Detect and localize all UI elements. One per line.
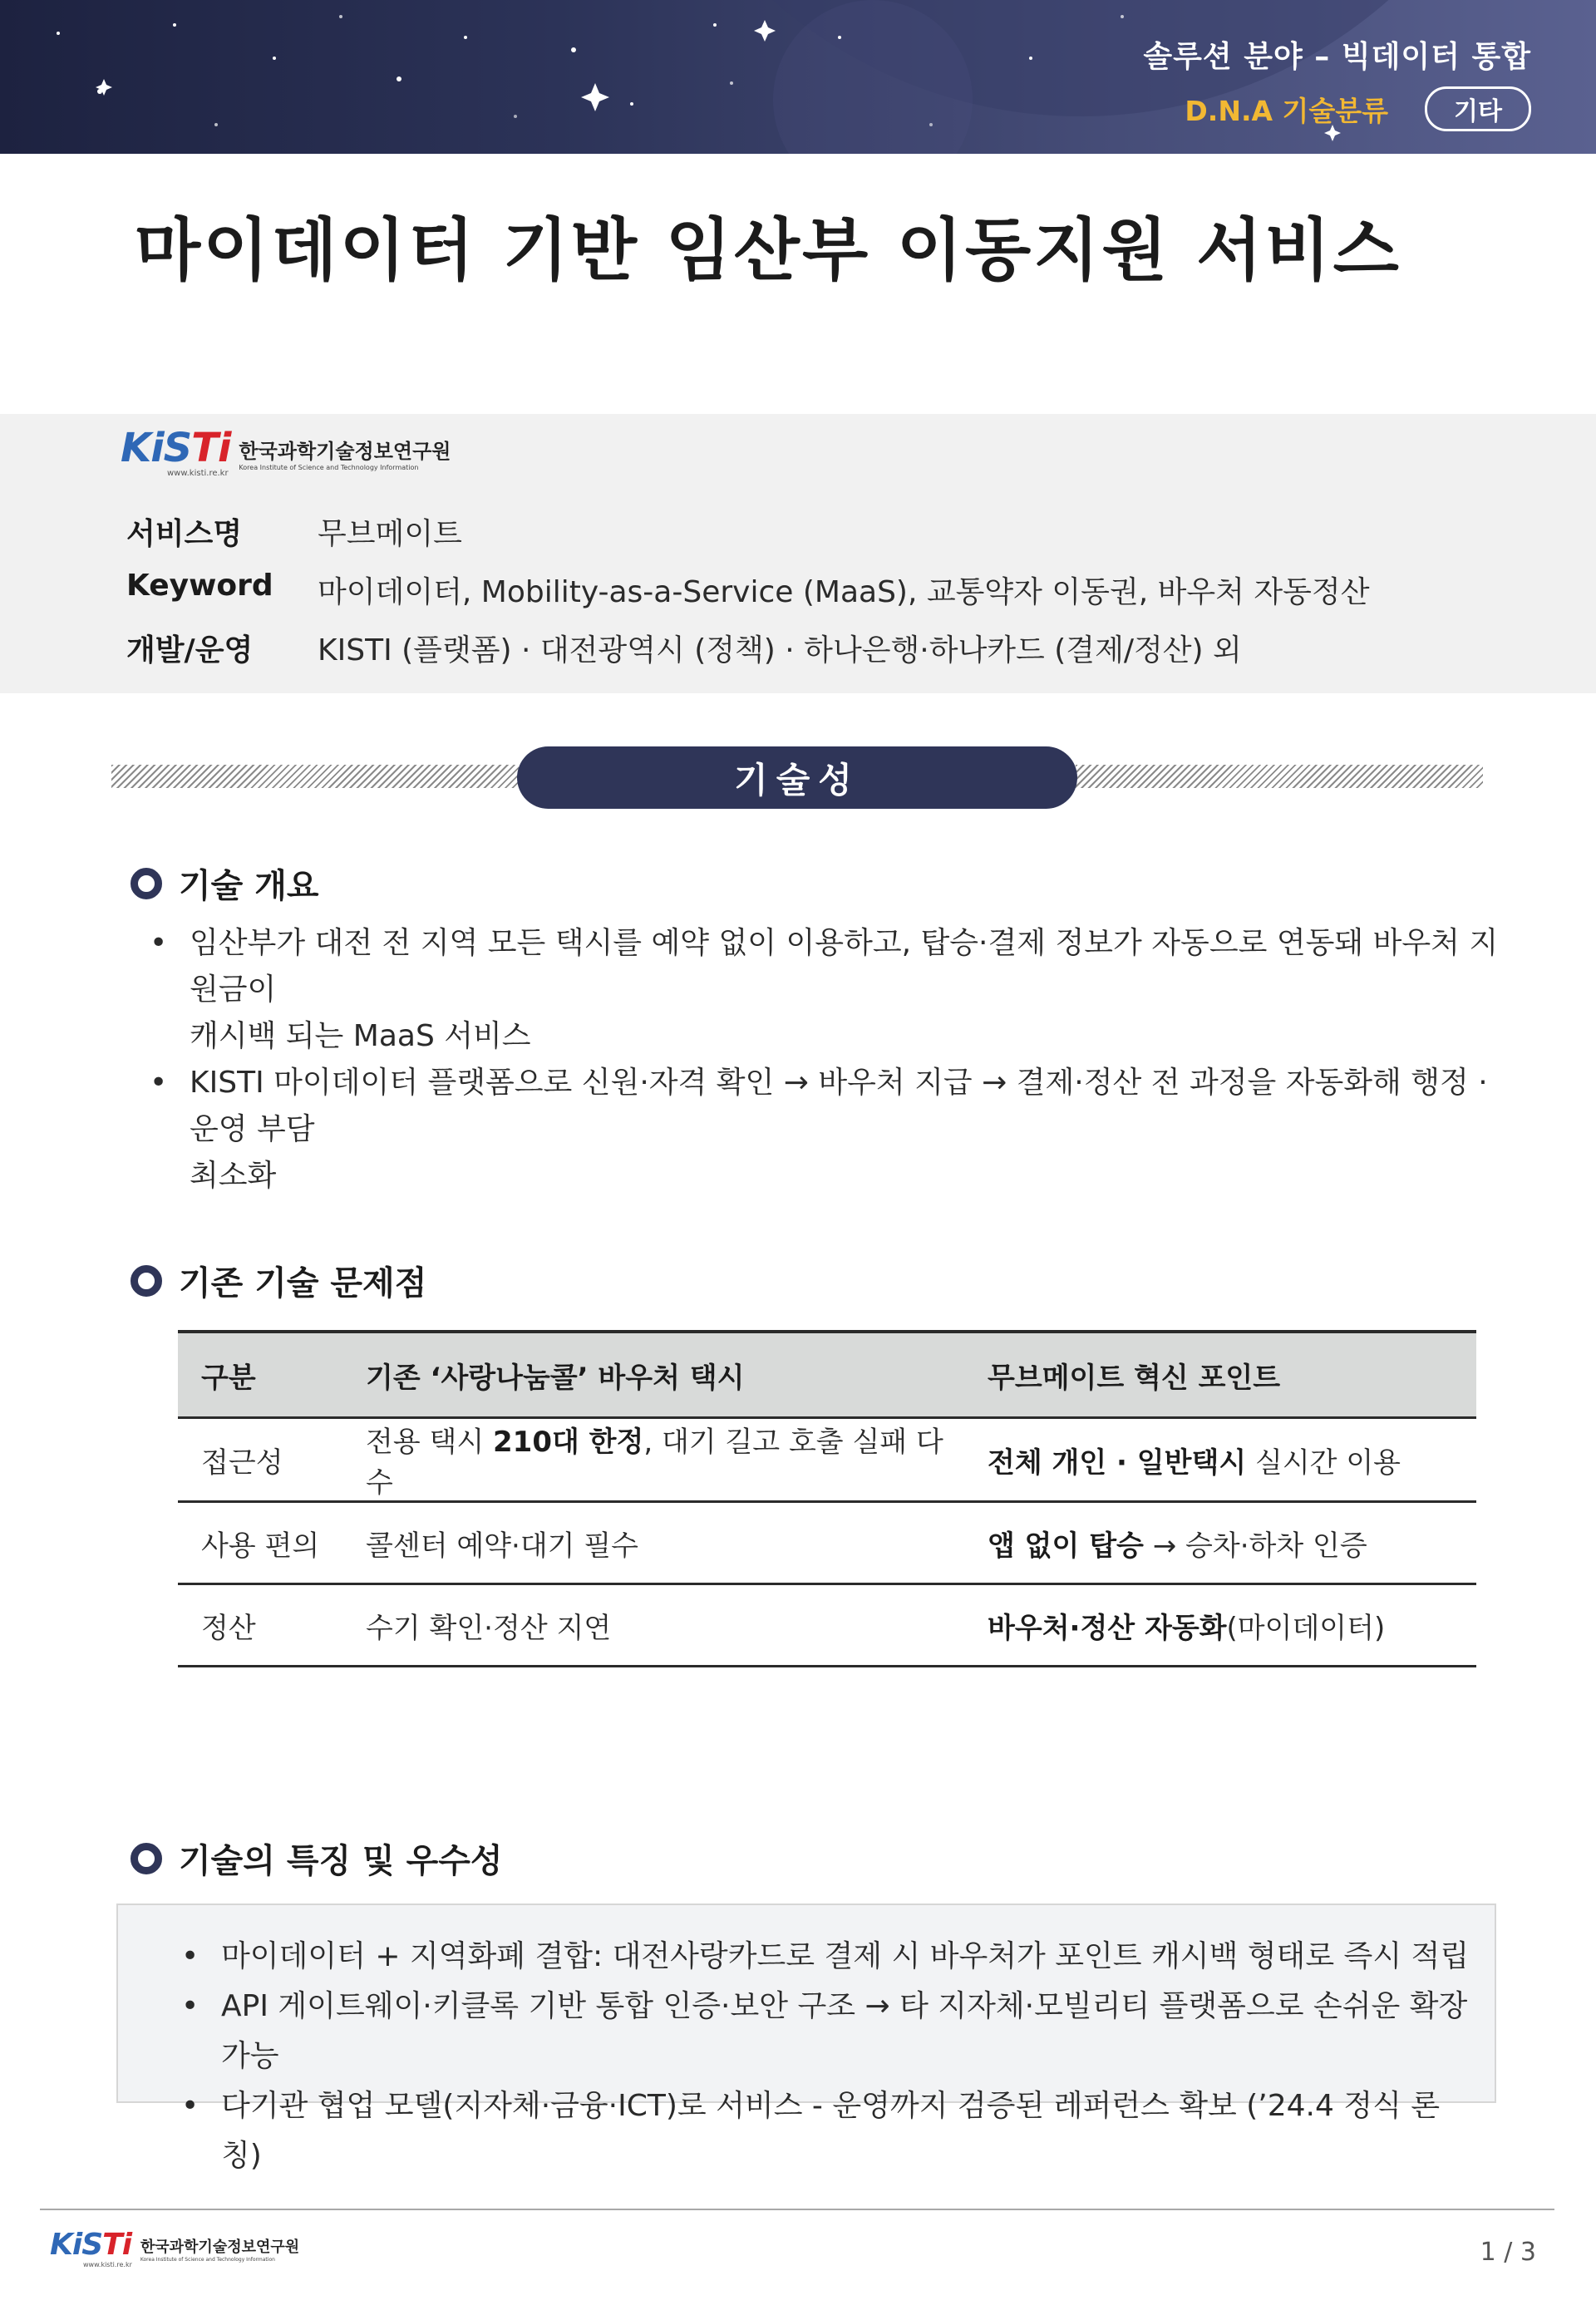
ring-bullet-icon [131,868,162,899]
bullet-dot-icon: • [150,926,168,960]
footer-kisti-logo [50,2229,299,2268]
kisti-logo-mark: KiSTi [121,425,231,471]
list-item: • 다기관 협업 모델(지자체·금융·ICT)로 서비스 - 운영까지 검증된 레퍼런스 확보 (’24.4 정식 론칭) [221,2081,1476,2181]
kisti-url: www.kisti.re.kr [167,469,229,478]
section-heading-problems [131,1257,426,1304]
bullet-dot-icon: • [181,1939,200,1973]
section-divider [111,746,1483,809]
info-value: 무브메이트 [318,517,462,551]
comparison-table [178,1330,1476,1667]
features-list [181,1932,1476,2181]
kisti-logo [121,427,451,478]
kisti-url: www.kisti.re.kr [83,2261,132,2268]
kisti-name-en: Korea Institute of Science and Technology Information [239,463,419,471]
list-item: • KISTI 마이데이터 플랫폼으로 신원·자격 확인 → 바우처 지급 → 결제·정산 전 과정을 자동화해 행정 · 운영 부담 최소화 [190,1060,1503,1199]
kisti-logo-mark: KiSTi [50,2228,132,2262]
hatch-decoration-right [1076,765,1483,788]
section-title: 기존 기술 문제점 [179,1264,427,1303]
cell-old: 콜센터 예약·대기 필수 [342,1502,964,1584]
info-label: Keyword [126,569,273,603]
info-value: 마이데이터, Mobility-as-a-Service (MaaS), 교통약자 이동권, 바우처 자동정산 [318,575,1370,609]
cell-new: 전체 개인 · 일반택시 실시간 이용 [964,1418,1476,1502]
table-row [178,1502,1476,1584]
section-heading-overview [131,859,319,907]
hatch-decoration-left [111,765,519,788]
info-row-service-name [126,510,462,553]
info-value: KISTI (플랫폼) · 대전광역시 (정책) · 하나은행·하나카드 (결제/정산) 외 [318,633,1242,667]
column-header: 기존 ‘사랑나눔콜’ 바우처 택시 [342,1332,964,1418]
cell-new: 바우처·정산 자동화(마이데이터) [964,1584,1476,1667]
overview-list [150,920,1503,1199]
section-title: 기술의 특징 및 우수성 [179,1842,503,1880]
info-label: 개발/운영 [126,633,254,667]
solution-field-label: 솔루션 분야 – 빅데이터 통합 [1143,40,1531,74]
cell-old: 전용 택시 210대 한정, 대기 길고 호출 실패 다수 [342,1418,964,1502]
dna-classification [1185,86,1531,131]
dna-value-badge: 기타 [1425,86,1531,131]
section-title: 기술 개요 [179,867,319,905]
ring-bullet-icon [131,1265,162,1297]
cell-old: 수기 확인·정산 지연 [342,1584,964,1667]
info-row-keyword [126,569,1370,611]
dna-label: D.N.A 기술분류 [1185,94,1389,127]
list-item: • API 게이트웨이·키클록 기반 통합 인증·보안 구조 → 타 지자체·모빌리티 플랫폼으로 손쉬운 확장 가능 [221,1982,1476,2081]
bullet-dot-icon: • [150,1066,168,1100]
features-box [116,1904,1496,2173]
page-title: 마이데이터 기반 임산부 이동지원 서비스 [135,211,1401,290]
info-row-developer [126,627,1242,669]
service-info-box [0,414,1596,693]
footer-divider [40,2209,1554,2210]
cell-category: 정산 [178,1584,342,1667]
cell-category: 접근성 [178,1418,342,1502]
cell-new: 앱 없이 탑승 → 승차·하차 인증 [964,1502,1476,1584]
info-label: 서비스명 [126,517,243,551]
column-header: 구분 [178,1332,342,1418]
ring-bullet-icon [131,1843,162,1874]
section-banner-technology: 기술성 [517,746,1077,809]
kisti-name-en: Korea Institute of Science and Technology Information [140,2257,275,2263]
column-header: 무브메이트 혁신 포인트 [964,1332,1476,1418]
header-banner [0,0,1596,154]
list-item: • 마이데이터 + 지역화폐 결합: 대전사랑카드로 결제 시 바우처가 포인트 캐시백 형태로 즉시 적립 [221,1932,1476,1982]
kisti-name-kr: 한국과학기술정보연구원 [140,2239,300,2256]
table-row [178,1418,1476,1502]
bullet-dot-icon: • [181,1989,200,2023]
table-row [178,1584,1476,1667]
table-header-row [178,1332,1476,1418]
page-number: 1 / 3 [1480,2238,1536,2267]
kisti-name-kr: 한국과학기술정보연구원 [239,439,451,463]
section-heading-features [131,1835,503,1882]
list-item: • 임산부가 대전 전 지역 모든 택시를 예약 없이 이용하고, 탑승·결제 정보가 자동으로 연동돼 바우처 지원금이 캐시백 되는 MaaS 서비스 [190,920,1503,1060]
cell-category: 사용 편의 [178,1502,342,1584]
bullet-dot-icon: • [181,2089,200,2123]
